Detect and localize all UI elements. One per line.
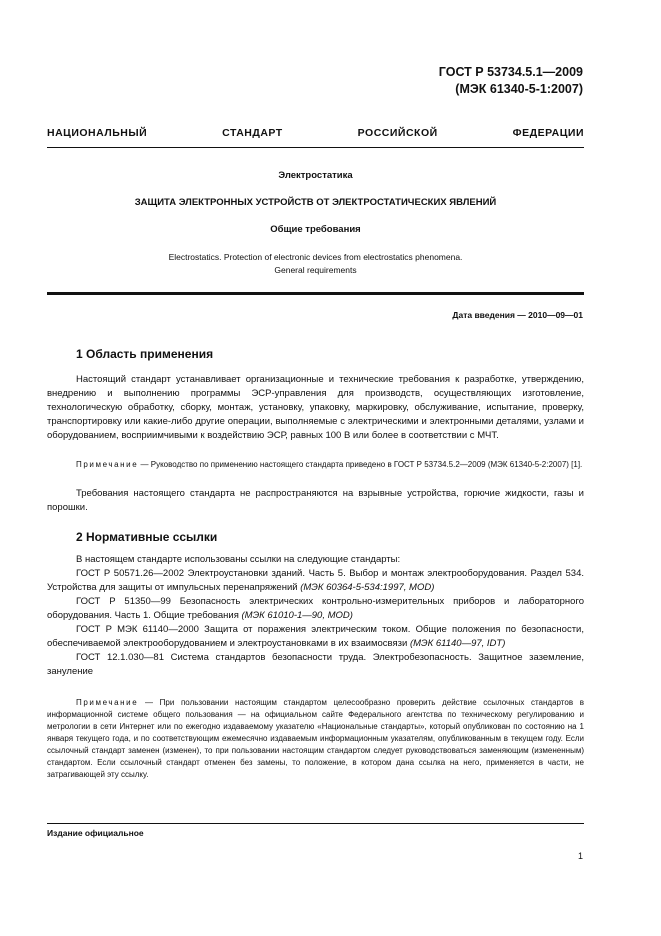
reference-item: ГОСТ Р 51350—99 Безопасность электрических контрольно-измерительных приборов и лабораторного оборудования. Часть 1. Общие требования (МЭК 61010-1—90, MOD) (47, 596, 584, 621)
section-2-heading: 2 Нормативные ссылки (76, 530, 218, 544)
gost-number: ГОСТ Р 53734.5.1—2009 (438, 65, 583, 79)
section-1-heading: 1 Область применения (76, 347, 214, 361)
reference-item: ГОСТ Р 50571.26—2002 Электроустановки зданий. Часть 5. Выбор и монтаж электрооборудования. Раздел 534. Устройства для защиты от импульсных перенапряжений (МЭК 60364-5-534:1997, MOD) (47, 568, 584, 593)
title-english-line-2: General requirements (274, 265, 357, 275)
note-text: — Руководство по применению настоящего стандарта приведено в ГОСТ Р 53734.5.2—2009 (МЭК 61340-5-2:2007) [1]. (138, 460, 583, 469)
section-1-paragraph-1: Настоящий стандарт устанавливает организационные и технические требования к разработке, утверждению, внедрению и выполнению программы ЭСР-управления для производств, осуществляющих изготовление, технологическую обработку, сборку, монтаж, установку, упаковку, маркировку, обслуживание, испытание, проверку, транспортировку или какие-либо другие операции, выполняемые с электрическими и электронными деталями, узлами и оборудованием, восприимчивыми к воздействию ЭСР, равных 100 В или более в соответствии с МЧТ. (47, 374, 584, 441)
section-1-paragraph-2: Требования настоящего стандарта не распространяются на взрывные устройства, горючие жидкости, газы и порошки. (47, 488, 584, 513)
title-main: ЗАЩИТА ЭЛЕКТРОННЫХ УСТРОЙСТВ ОТ ЭЛЕКТРОСТАТИЧЕСКИХ ЯВЛЕНИЙ (134, 197, 497, 208)
note-label: Примечание (76, 698, 139, 707)
normative-references (47, 553, 584, 679)
note-label: Примечание (76, 460, 139, 469)
introduction-date: Дата введения — 2010—09—01 (452, 310, 583, 320)
title-part: Общие требования (270, 224, 361, 235)
references-intro: В настоящем стандарте использованы ссылки на следующие стандарты: (76, 554, 401, 565)
national-standard-banner: НАЦИОНАЛЬНЫЙ СТАНДАРТ РОССИЙСКОЙ ФЕДЕРАЦИИ (47, 127, 584, 139)
edition-label: Издание официальное (47, 828, 144, 838)
page-number: 1 (577, 851, 583, 861)
title-divider (47, 292, 584, 295)
title-group: Электростатика (278, 170, 353, 181)
footer-divider (47, 823, 584, 824)
top-divider (47, 147, 584, 148)
reference-item: ГОСТ Р МЭК 61140—2000 Защита от поражения электрическим током. Общие положения по безопасности, обеспечиваемой электрооборудованием и электроустановками в их взаимосвязи (МЭК 61140—97, IDT) (47, 624, 584, 649)
standard-designation (439, 64, 583, 98)
title-english (47, 251, 584, 277)
note-text: — При пользовании настоящим стандартом целесообразно проверить действие ссылочных стандартов в информационной системе общего пользования — на официальном сайте Федерального агентства по техническому регулированию и метрологии в сети Интернет или по ежегодно издаваемому указателю «Национальные стандарты», который опубликован по состоянию на 1 января текущего года, и по соответствующим ежемесячно издаваемым информационным указателям, опубликованным в текущем году. Если ссылочный стандарт заменен (изменен), то при пользовании настоящим стандартом следует руководствоваться заменяющим (измененным) стандартом. Если ссылочный стандарт отменен без замены, то положение, в котором дана ссылка на него, применяется в части, не затрагивающей эту ссылку. (47, 698, 584, 779)
iec-number: (МЭК 61340-5-1:2007) (455, 82, 583, 96)
section-1-note (47, 459, 584, 471)
reference-item: ГОСТ 12.1.030—81 Система стандартов безопасности труда. Электробезопасность. Защитное заземление, зануление (47, 652, 584, 677)
title-english-line-1: Electrostatics. Protection of electronic devices from electrostatics phenomena. (168, 252, 463, 262)
section-2-note (47, 697, 584, 781)
